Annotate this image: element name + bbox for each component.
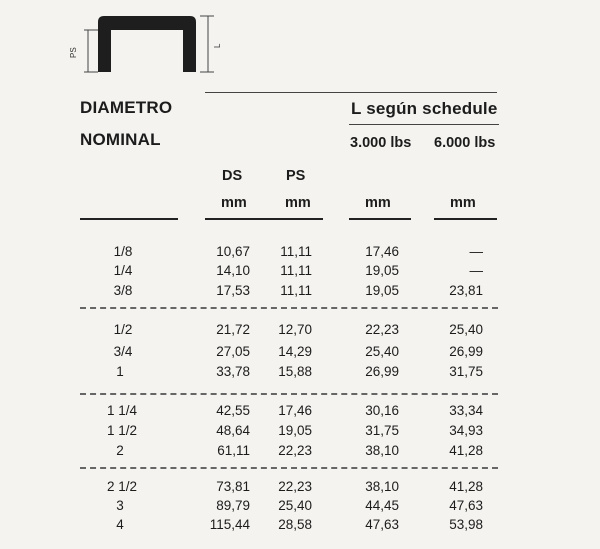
header-unit-l6000: mm xyxy=(450,195,476,211)
cell-ds: 42,55 xyxy=(216,403,250,418)
cap-diagram xyxy=(62,8,222,80)
cell-l6000: 41,28 xyxy=(449,443,483,458)
cell-l6000: 34,93 xyxy=(449,423,483,438)
header-title-line1: DIAMETRO xyxy=(80,98,173,117)
cell-l3000: 22,23 xyxy=(365,322,399,337)
cell-ds: 21,72 xyxy=(216,322,250,337)
cell-ds: 89,79 xyxy=(216,498,250,513)
cell-l3000: 38,10 xyxy=(365,443,399,458)
cell-nominal: 3 xyxy=(116,498,124,513)
cell-l6000: 47,63 xyxy=(449,498,483,513)
cell-ds: 61,11 xyxy=(217,443,250,458)
cell-nominal: 1 xyxy=(116,364,124,379)
header-col-6000: 6.000 lbs xyxy=(434,135,496,151)
cell-ps: 11,11 xyxy=(280,263,312,278)
cell-nominal: 4 xyxy=(116,517,124,532)
header-col-ps: PS xyxy=(286,168,306,184)
cell-l6000: 33,34 xyxy=(449,403,483,418)
cell-ds: 33,78 xyxy=(216,364,250,379)
cell-l3000: 25,40 xyxy=(365,344,399,359)
cell-ps: 22,23 xyxy=(278,443,312,458)
cell-ds: 27,05 xyxy=(216,344,250,359)
cell-ps: 17,46 xyxy=(278,403,312,418)
cell-ps: 15,88 xyxy=(278,364,312,379)
header-group-rule xyxy=(349,124,499,125)
cell-l3000: 30,16 xyxy=(365,403,399,418)
cell-l3000: 19,05 xyxy=(365,263,399,278)
cell-ps: 11,11 xyxy=(280,283,312,298)
header-unit-ds: mm xyxy=(221,195,247,211)
header-rule-l3000 xyxy=(349,218,411,220)
cell-nominal: 3/4 xyxy=(113,344,133,359)
cell-ps: 25,40 xyxy=(278,498,312,513)
group-separator-2 xyxy=(80,393,498,395)
header-title-line2: NOMINAL xyxy=(80,130,161,149)
cell-nominal: 1 1/2 xyxy=(106,423,138,438)
cell-ps: 12,70 xyxy=(278,322,312,337)
cell-l6000: 31,75 xyxy=(449,364,483,379)
cell-l3000: 31,75 xyxy=(365,423,399,438)
header-col-ds: DS xyxy=(222,168,243,184)
header-rule-ds-ps xyxy=(205,218,323,220)
header-top-rule xyxy=(205,92,497,93)
cell-l3000: 38,10 xyxy=(365,479,399,494)
cell-ds: 17,53 xyxy=(216,283,250,298)
cell-nominal: 1/8 xyxy=(113,244,133,259)
header-col-3000: 3.000 lbs xyxy=(350,135,412,151)
header-group-label: L según schedule xyxy=(351,99,498,118)
cell-l6000: — xyxy=(469,263,483,278)
group-separator-1 xyxy=(80,307,498,309)
cell-l3000: 26,99 xyxy=(365,364,399,379)
cell-l6000: 53,98 xyxy=(449,517,483,532)
header-unit-ps: mm xyxy=(285,195,311,211)
header-unit-l3000: mm xyxy=(365,195,391,211)
cell-l6000: 26,99 xyxy=(449,344,483,359)
cell-ds: 48,64 xyxy=(216,423,250,438)
cell-nominal: 2 xyxy=(116,443,124,458)
cell-l3000: 17,46 xyxy=(365,244,399,259)
cell-ds: 14,10 xyxy=(216,263,250,278)
cell-nominal: 1 1/4 xyxy=(106,403,138,418)
group-separator-3 xyxy=(80,467,498,469)
cell-l6000: 23,81 xyxy=(449,283,483,298)
cell-nominal: 2 1/2 xyxy=(106,479,138,494)
cell-ps: 22,23 xyxy=(278,479,312,494)
cell-ps: 11,11 xyxy=(280,244,312,259)
cell-ps: 19,05 xyxy=(278,423,312,438)
cell-ds: 73,81 xyxy=(216,479,250,494)
cell-ds: 115,44 xyxy=(209,517,250,532)
cell-ps: 14,29 xyxy=(278,344,312,359)
cell-ps: 28,58 xyxy=(278,517,312,532)
cell-l3000: 47,63 xyxy=(365,517,399,532)
cell-l3000: 44,45 xyxy=(365,498,399,513)
cell-nominal: 3/8 xyxy=(113,283,133,298)
cell-nominal: 1/4 xyxy=(113,263,133,278)
header-rule-nominal xyxy=(80,218,178,220)
l-dim-label: L xyxy=(213,43,222,48)
cell-l6000: — xyxy=(469,244,483,259)
cell-l6000: 25,40 xyxy=(449,322,483,337)
cell-ds: 10,67 xyxy=(216,244,250,259)
cell-nominal: 1/2 xyxy=(113,322,133,337)
cell-l6000: 41,28 xyxy=(449,479,483,494)
header-rule-l6000 xyxy=(434,218,497,220)
cell-l3000: 19,05 xyxy=(365,283,399,298)
ps-dim-label: PS xyxy=(69,47,78,58)
